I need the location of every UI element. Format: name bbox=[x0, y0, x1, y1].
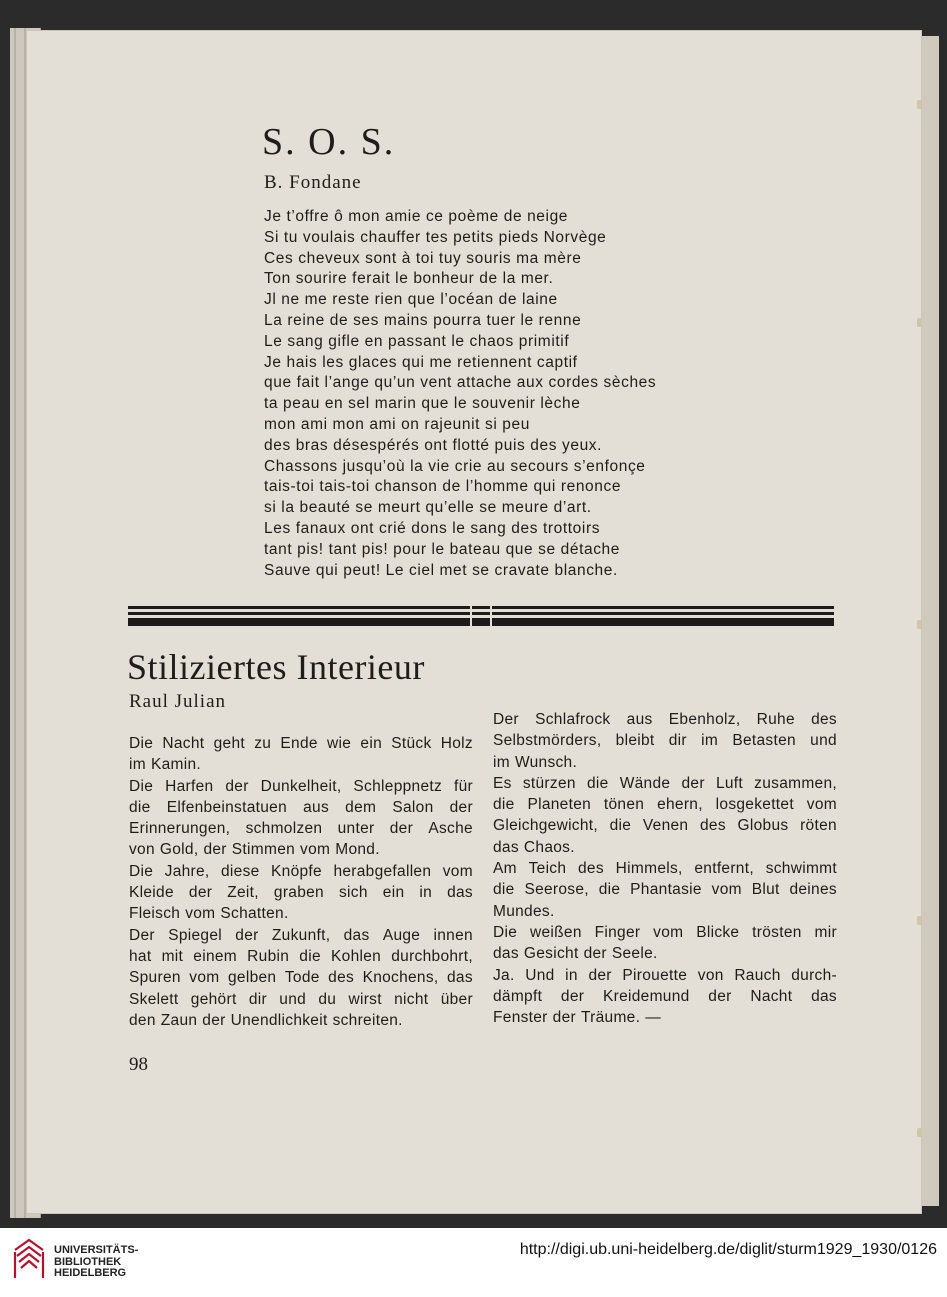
text-line: dämpft der Kreidemund der Nacht das bbox=[493, 987, 837, 1005]
poem-line: que fait l’ange qu’un vent attache aux cordes sèches bbox=[264, 374, 657, 392]
poem-line: Chassons jusqu’où la vie crie au secours s’enfonçe bbox=[264, 457, 646, 475]
text-line: Spuren vom gelben Tode des Knochens, das bbox=[129, 969, 473, 987]
text-line: Die Jahre, diese Knöpfe herabgefallen vom bbox=[129, 862, 473, 880]
divider-rule-thick bbox=[128, 618, 834, 626]
text-line: Gleichgewicht, die Venen des Globus röten bbox=[493, 817, 837, 835]
poem-title: S. O. S. bbox=[262, 121, 396, 163]
poem-line: Sauve qui peut! Le ciel met se cravate blanche. bbox=[264, 561, 618, 579]
text-line: das Chaos. bbox=[493, 838, 575, 856]
article-column-left bbox=[129, 733, 473, 1031]
divider-rule-thin bbox=[128, 612, 834, 615]
page-pin bbox=[917, 620, 922, 629]
text-line: die Elfenbeinstatuen aus dem Salon der bbox=[129, 798, 473, 816]
poem-line: tant pis! tant pis! pour le bateau que se détache bbox=[264, 540, 620, 558]
text-line: im Kamin. bbox=[129, 756, 202, 774]
text-line: hat mit einem Rubin die Kohlen durchbohrt, bbox=[129, 947, 473, 965]
divider-rule-thin bbox=[128, 606, 834, 609]
source-url-link[interactable]: http://digi.ub.uni-heidelberg.de/diglit/sturm1929_1930/0126 bbox=[519, 1241, 937, 1258]
text-line: die Seerose, die Phantasie vom Blut deines bbox=[493, 881, 837, 899]
divider-gap bbox=[490, 606, 492, 626]
text-line: Kleide der Zeit, graben sich ein in das bbox=[129, 884, 473, 902]
library-name-line: HEIDELBERG bbox=[54, 1267, 127, 1280]
divider-gap bbox=[470, 606, 472, 626]
poem-line: tais-toi tais-toi chanson de l’homme qui renonce bbox=[264, 478, 622, 496]
poem-line: Je t’offre ô mon amie ce poème de neige bbox=[264, 208, 569, 225]
library-name-line: UNIVERSITÄTS- bbox=[54, 1244, 139, 1256]
text-line: Der Spiegel der Zukunft, das Auge innen bbox=[129, 926, 473, 944]
text-line: im Wunsch. bbox=[493, 753, 578, 771]
article-column-right bbox=[493, 709, 837, 1028]
page-pin bbox=[917, 318, 922, 327]
poem-line: des bras désespérés ont flotté puis des yeux. bbox=[264, 436, 603, 454]
poem-line: Si tu voulais chauffer tes petits pieds Norvège bbox=[264, 228, 607, 246]
text-line: Skelett gehört dir und du wirst nicht über bbox=[129, 990, 473, 1008]
text-line: Fenster der Träume. — bbox=[493, 1009, 662, 1027]
text-line: Die Harfen der Dunkelheit, Schleppnetz für bbox=[129, 777, 473, 795]
library-name bbox=[54, 1245, 138, 1280]
poem-line: Je hais les glaces qui me retiennent captif bbox=[264, 353, 578, 371]
poem-line: La reine de ses mains pourra tuer le renne bbox=[264, 311, 582, 329]
article-author: Raul Julian bbox=[129, 691, 227, 712]
poem-line: Jl ne me reste rien que l’océan de laine bbox=[264, 291, 558, 309]
text-line: Mundes. bbox=[493, 902, 555, 920]
page-pin bbox=[917, 916, 922, 925]
text-line: Selbstmörders, bleibt dir im Betasten und bbox=[493, 732, 837, 750]
text-line: Der Schlafrock aus Ebenholz, Ruhe des bbox=[493, 711, 837, 728]
viewer-footer bbox=[0, 1228, 947, 1297]
text-line: Es stürzen die Wände der Luft zusammen, bbox=[493, 774, 837, 792]
library-name-line: BIBLIOTHEK bbox=[54, 1255, 122, 1268]
poem-body bbox=[264, 207, 704, 581]
text-line: von Gold, der Stimmen vom Mond. bbox=[129, 841, 380, 859]
text-line: die Planeten tönen ehern, losgekettet vom bbox=[493, 796, 837, 814]
text-line: Die Nacht geht zu Ende wie ein Stück Holz bbox=[129, 735, 473, 752]
text-line: Erinnerungen, schmolzen unter der Asche bbox=[129, 820, 473, 838]
poem-line: Ton sourire ferait le bonheur de la mer. bbox=[264, 270, 554, 288]
text-line: den Zaun der Unendlichkeit schreiten. bbox=[129, 1011, 403, 1029]
poem-line: Les fanaux ont crié dons le sang des trottoirs bbox=[264, 519, 601, 537]
page-number: 98 bbox=[129, 1054, 148, 1075]
page-pin bbox=[917, 100, 922, 109]
text-line: Die weißen Finger vom Blicke trösten mir bbox=[493, 923, 837, 941]
library-logo-icon bbox=[11, 1238, 47, 1282]
poem-line: si la beauté se meurt qu’elle se meure d’art. bbox=[264, 499, 592, 517]
page-pin bbox=[917, 1128, 922, 1137]
article-title: Stiliziertes Interieur bbox=[127, 647, 425, 687]
poem-line: mon ami mon ami on rajeunit si peu bbox=[264, 415, 530, 433]
text-line: das Gesicht der Seele. bbox=[493, 945, 658, 963]
text-line: Ja. Und in der Pirouette von Rauch durch- bbox=[493, 966, 837, 984]
poem-line: Le sang gifle en passant le chaos primitif bbox=[264, 332, 570, 350]
text-line: Am Teich des Himmels, entfernt, schwimmt bbox=[493, 860, 837, 878]
poem-line: Ces cheveux sont à toi tuy souris ma mère bbox=[264, 249, 582, 267]
poem-author: B. Fondane bbox=[264, 172, 362, 193]
text-line: Fleisch vom Schatten. bbox=[129, 905, 289, 923]
poem-line: ta peau en sel marin que le souvenir lèche bbox=[264, 395, 581, 413]
